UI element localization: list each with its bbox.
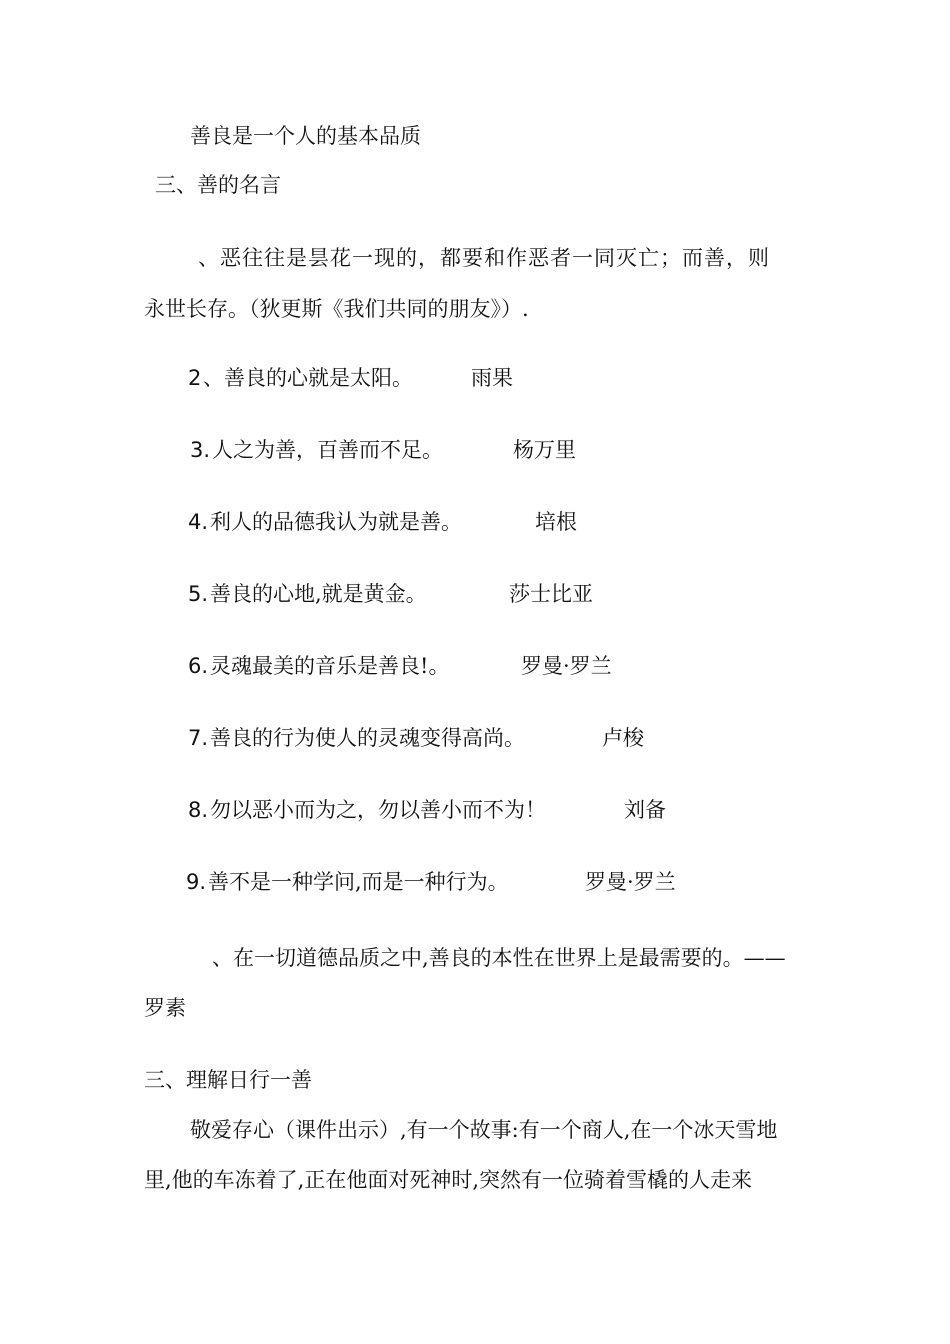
quote-number: 6. bbox=[188, 654, 209, 678]
quote-text: 利人的品德我认为就是善。 bbox=[210, 510, 462, 534]
quote-10-line-1: 、在一切道德品质之中,善良的本性在世界上是最需要的。—— bbox=[212, 946, 786, 970]
quote-text: 善良的心地,就是黄金。 bbox=[210, 582, 427, 606]
quote-author: 罗曼·罗兰 bbox=[585, 870, 676, 894]
quote-number: 5. bbox=[188, 582, 209, 606]
paragraph-line-2: 里,他的车冻着了,正在他面对死神时,突然有一位骑着雪橇的人走来 bbox=[144, 1168, 753, 1192]
quote-number: 3. bbox=[190, 438, 211, 462]
quote-text: 善不是一种学问,而是一种行为。 bbox=[208, 870, 509, 894]
quote-author: 培根 bbox=[535, 510, 577, 534]
quote-text: 人之为善，百善而不足。 bbox=[212, 438, 443, 462]
paragraph-line-1: 敬爱存心（课件出示）,有一个故事:有一个商人,在一个冰天雪地 bbox=[190, 1118, 778, 1142]
quote-10-line-2: 罗素 bbox=[144, 996, 186, 1020]
quote-1-line-2: 永世长存。（狄更斯《我们共同的朋友》）. bbox=[144, 297, 529, 321]
quote-text: 灵魂最美的音乐是善良!。 bbox=[210, 654, 450, 678]
quote-1-line-1: 、恶往往是昙花一现的，都要和作恶者一同灭亡；而善，则 bbox=[198, 246, 770, 270]
quote-text: 、善良的心就是太阳。 bbox=[203, 366, 413, 390]
quote-number: 8. bbox=[188, 798, 209, 822]
quote-author: 卢梭 bbox=[602, 726, 644, 750]
quote-author: 刘备 bbox=[624, 798, 666, 822]
quote-number: 9. bbox=[186, 870, 207, 894]
quote-author: 罗曼·罗兰 bbox=[521, 654, 612, 678]
quote-author: 雨果 bbox=[471, 366, 513, 390]
section-heading-daily-good: 三、理解日行一善 bbox=[144, 1068, 312, 1092]
quote-text: 善良的行为使人的灵魂变得高尚。 bbox=[210, 726, 525, 750]
quote-number: 7. bbox=[188, 726, 209, 750]
quote-number: 4. bbox=[188, 510, 209, 534]
section-heading-quotes: 三、善的名言 bbox=[155, 173, 281, 197]
quote-author: 莎士比亚 bbox=[509, 582, 593, 606]
intro-line: 善良是一个人的基本品质 bbox=[190, 124, 421, 148]
quote-number: 2 bbox=[188, 366, 202, 390]
quote-text: 勿以恶小而为之，勿以善小而不为！ bbox=[210, 798, 546, 822]
quote-author: 杨万里 bbox=[513, 438, 576, 462]
